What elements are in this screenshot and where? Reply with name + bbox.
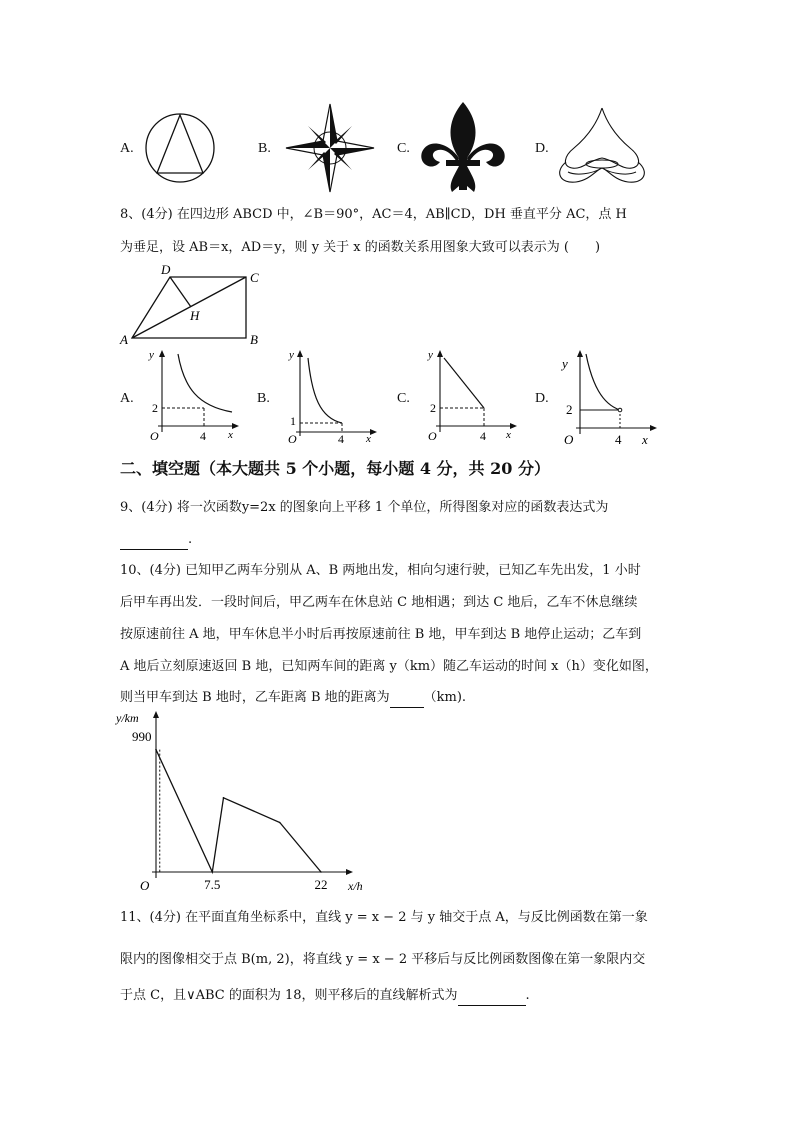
ornament-figure (556, 104, 648, 190)
graph-option-b (278, 348, 384, 444)
chart-x-tick-7.5: 7.5 (204, 877, 221, 892)
graph-option-a (140, 348, 246, 444)
q11-text-line-1: 11、(4分) 在平面直角坐标系中，直线 y = x − 2 与 y 轴交于点 A，与反比例函数在第一象 (120, 910, 648, 925)
svg-text:O: O (564, 432, 574, 447)
chart-point-4 (320, 871, 322, 873)
chart-point-1 (211, 871, 213, 873)
chart-y-label: y/km (116, 711, 139, 725)
quadrilateral-figure (118, 262, 268, 350)
q7-option-a-label: A. (120, 141, 134, 156)
chart-y-tick-990: 990 (132, 729, 152, 744)
compass-star-figure (284, 102, 376, 194)
chart-point-2 (223, 797, 225, 799)
svg-text:4: 4 (615, 432, 622, 447)
svg-text:y: y (428, 349, 433, 361)
svg-text:x: x (228, 429, 233, 441)
svg-text:O: O (428, 429, 437, 443)
q8-option-b-label: B. (257, 391, 270, 406)
q11-text-line-2: 限内的图像相交于点 B(m, 2)，将直线 y = x − 2 平移后与反比例函数图像在第一象限内交 (120, 952, 646, 967)
q10-text-line-2: 后甲车再出发．一段时间后，甲乙两车在休息站 C 地相遇；到达 C 地后，乙车不休息继续 (120, 595, 638, 610)
circle-triangle-figure (144, 110, 216, 186)
graph-option-c (418, 348, 524, 444)
section-heading: 二、填空题（本大题共 5 个小题，每小题 4 分，共 20 分） (120, 459, 550, 478)
svg-text:4: 4 (338, 432, 344, 444)
svg-text:1: 1 (290, 414, 296, 428)
chart-point-3 (279, 822, 281, 824)
svg-text:y: y (149, 349, 154, 361)
point-label-a: A (120, 332, 128, 347)
chart-point-0 (155, 749, 157, 751)
q8-option-c-label: C. (397, 391, 410, 406)
point-label-c: C (250, 270, 259, 285)
svg-text:4: 4 (480, 429, 486, 443)
svg-text:2: 2 (430, 401, 436, 415)
q8-option-a-label: A. (120, 391, 134, 406)
svg-text:x: x (506, 429, 511, 441)
q8-text-line-1: 8、(4分) 在四边形 ABCD 中，∠B＝90°，AC＝4，AB∥CD，DH 垂直平分 AC，点 H (120, 207, 627, 222)
q10-text-line-4: A 地后立刻原速返回 B 地，已知两车间的距离 y（km）随乙车运动的时间 x（h）变化如图， (120, 659, 658, 674)
point-label-b: B (250, 332, 258, 347)
point-label-d: D (161, 262, 171, 277)
point-label-h: H (190, 308, 200, 323)
q9-answer-blank[interactable] (120, 535, 188, 550)
q9-answer-line: . (120, 530, 192, 550)
chart-x-label: x/h (348, 879, 363, 893)
graph-option-d (556, 348, 666, 448)
svg-text:x: x (642, 432, 648, 447)
q7-option-d-label: D. (535, 141, 549, 156)
q8-text-line-2: 为垂足，设 AB＝x，AD＝y，则 y 关于 x 的函数关系用图象大致可以表示为 ( ) (120, 240, 601, 255)
q7-option-b-label: B. (258, 141, 271, 156)
q9-text-line-1: 9、(4分) 将一次函数y=2x 的图象向上平移 1 个单位，所得图象对应的函数表达式为 (120, 500, 609, 515)
q10-text-line-5: 则当甲车到达 B 地时，乙车距离 B 地的距离为 （km). (120, 688, 466, 708)
svg-text:2: 2 (566, 402, 573, 417)
q11-text-line-3: 于点 C，且∨ABC 的面积为 18，则平移后的直线解析式为 . (120, 986, 530, 1006)
fleur-de-lis-figure (418, 100, 508, 196)
q7-option-c-label: C. (397, 141, 410, 156)
svg-text:4: 4 (200, 429, 206, 443)
chart-origin: O (140, 878, 150, 893)
svg-text:y: y (289, 349, 294, 361)
q11-answer-blank[interactable] (458, 991, 526, 1006)
svg-text:x: x (366, 433, 371, 444)
q8-option-d-label: D. (535, 391, 549, 406)
q10-text-line-3: 按原速前往 A 地，甲车休息半小时后再按原速前往 B 地，甲车到达 B 地停止运动；乙车到 (120, 627, 642, 642)
svg-text:O: O (288, 432, 297, 444)
q10-text-line-1: 10、(4分) 已知甲乙两车分别从 A、B 两地出发，相向匀速行驶，已知乙车先出发，1 小时 (120, 563, 641, 578)
chart-series-line (156, 750, 321, 872)
svg-text:2: 2 (152, 401, 158, 415)
q10-answer-blank[interactable] (390, 693, 424, 708)
svg-text:O: O (150, 429, 159, 443)
svg-text:y: y (562, 356, 568, 371)
distance-time-chart (110, 706, 380, 898)
chart-x-tick-22: 22 (314, 877, 328, 892)
